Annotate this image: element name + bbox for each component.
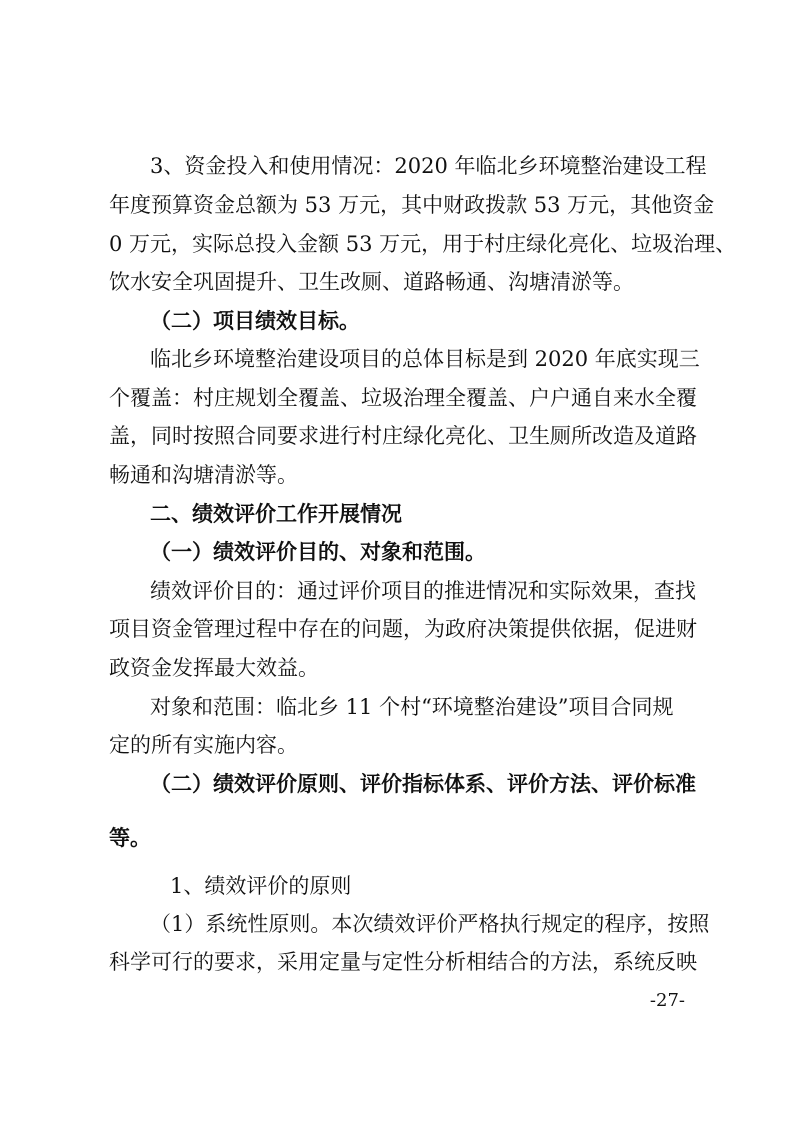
text-line: 临北乡环境整治建设项目的总体目标是到 2020 年底实现三 [150, 347, 700, 371]
text-line: （1）系统性原则。本次绩效评价严格执行规定的程序，按照 [150, 912, 710, 936]
text-line: 对象和范围：临北乡 11 个村“环境整治建设”项目合同规 [150, 695, 674, 719]
text-line: 盖，同时按照合同要求进行村庄绿化亮化、卫生厕所改造及道路 [109, 424, 697, 448]
text-line: 畅通和沟塘清淤等。 [109, 463, 298, 487]
text-line: 年度预算资金总额为 53 万元，其中财政拨款 53 万元，其他资金 [109, 193, 715, 217]
text-line: 项目资金管理过程中存在的问题，为政府决策提供依据，促进财 [109, 617, 697, 641]
text-line: 定的所有实施内容。 [109, 733, 298, 757]
text-line: 绩效评价目的：通过评价项目的推进情况和实际效果，查找 [150, 579, 696, 603]
text-line: 1、绩效评价的原则 [170, 874, 352, 898]
page-number: -27- [649, 990, 685, 1011]
section-heading: （二）项目绩效目标。 [150, 309, 360, 333]
text-line: 个覆盖：村庄规划全覆盖、垃圾治理全覆盖、户户通自来水全覆 [109, 386, 697, 410]
text-line: 饮水安全巩固提升、卫生改厕、道路畅通、沟塘清淤等。 [109, 270, 634, 294]
text-line: 科学可行的要求，采用定量与定性分析相结合的方法，系统反映 [109, 950, 697, 974]
section-heading: 二、绩效评价工作开展情况 [150, 502, 402, 526]
section-heading: （一）绩效评价目的、对象和范围。 [150, 540, 486, 564]
text-line: 政资金发挥最大效益。 [109, 656, 319, 680]
text-line: 0 万元，实际总投入金额 53 万元，用于村庄绿化亮化、垃圾治理、 [109, 232, 737, 256]
section-heading: （二）绩效评价原则、评价指标体系、评价方法、评价标准 [150, 772, 696, 796]
text-line: 3、资金投入和使用情况：2020 年临北乡环境整治建设工程 [150, 154, 707, 178]
section-heading: 等。 [109, 826, 151, 850]
